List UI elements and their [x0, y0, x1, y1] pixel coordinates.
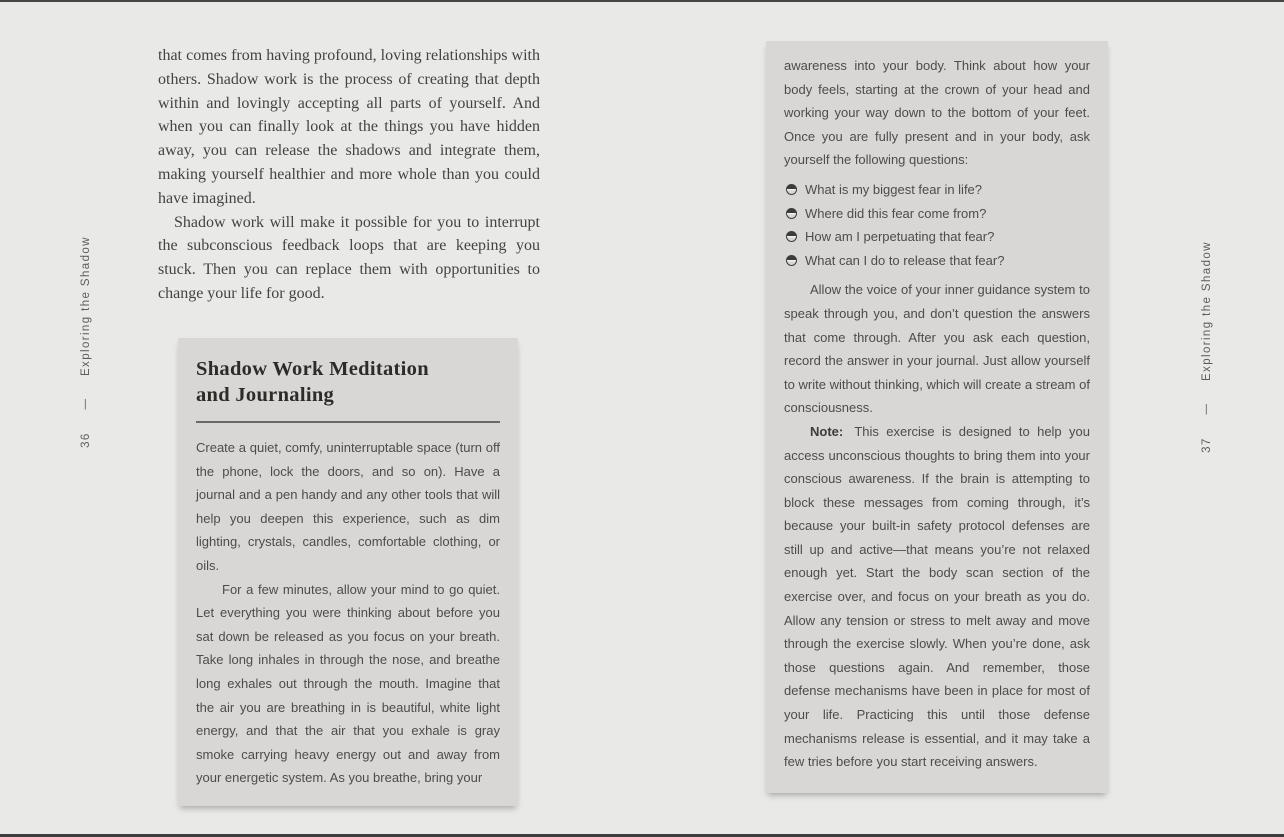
exercise-paragraph: For a few minutes, allow your mind to go quiet. Let everything you were thinking about before you sat down be released as you focus on your breath. Take long inhales in through the nose, and breathe long exhales out through the mouth. Imagine that the air you are breathing in is beautiful, white light energy, and that the air that you exhale is gray smoke carrying heavy energy out and away from your energetic system. As you breathe, bring your [196, 581, 500, 786]
exercise-paragraph: Create a quiet, comfy, uninterruptable space (turn off the phone, lock the doors, and so on). Have a journal and a pen handy and any other tools that will help you deepen this experience, such as dim lighting, crystals, candles, comfortable clothing, or oils. [196, 440, 500, 573]
note-text: This exercise is designed to help you access unconscious thoughts to bring them into your conscious awareness. If the brain is attempting to block these messages from coming through, it’s because your built-in safety protocol defenses are still up and active—that means you’re not relaxed enough yet. Start the body scan section of the exercise over, and focus on your breath as you do. Allow any tension or stress to melt away and move through the exercise slowly. When you’re done, ask those questions again. And remember, those defense mechanisms have been in place for most of your life. Practicing this until those defense mechanisms release is essential, and it may take a few tries before you start receiving answers. [784, 423, 1090, 770]
half-filled-circle-bullet-icon [786, 184, 797, 195]
exercise-box-title [196, 356, 500, 408]
half-filled-circle-bullet-icon [786, 208, 797, 219]
half-filled-circle-bullet-icon [786, 231, 797, 242]
question-text: Where did this fear come from? [805, 205, 987, 221]
left-header-separator: | [83, 398, 89, 411]
list-item [784, 225, 1090, 249]
left-chapter-title: Exploring the Shadow [80, 236, 92, 377]
title-divider-rule [196, 421, 500, 423]
meditation-exercise-box [178, 338, 518, 806]
right-running-header [1199, 187, 1215, 507]
question-text: What can I do to release that fear? [805, 252, 1005, 268]
body-paragraph: Shadow work will make it possible for you to interrupt the subconscious feedback loops that are keeping you stuck. Then you can replace them with opportunities to change your life for good. [158, 213, 540, 302]
left-page-body [158, 44, 540, 306]
half-filled-circle-bullet-icon [786, 255, 797, 266]
left-running-header [78, 182, 94, 502]
question-text: What is my biggest fear in life? [805, 181, 983, 197]
body-paragraph: that comes from having profound, loving relationships with others. Shadow work is the process of creating that depth within and lovingly accepting all parts of yourself. And when you can finally look at the things you have hidden away, you can release the shadows and integrate them, making yourself healthier and more whole than you could have imagined. [158, 47, 540, 207]
right-chapter-title: Exploring the Shadow [1201, 241, 1213, 382]
exercise-paragraph: Allow the voice of your inner guidance system to speak through you, and don’t question the answers that come through. After you ask each question, record the answer in your journal. Just allow yourself to write without thinking, which will create a stream of consciousness. [784, 282, 1090, 416]
exercise-title-line2: and Journaling [196, 384, 335, 406]
meditation-exercise-box-continued [766, 41, 1108, 793]
list-item [784, 178, 1090, 202]
question-list [784, 178, 1090, 272]
question-text: How am I perpetuating that fear? [805, 229, 995, 245]
list-item [784, 202, 1090, 226]
list-item [784, 249, 1090, 273]
top-edge-bar [0, 0, 1284, 2]
exercise-paragraph: awareness into your body. Think about how your body feels, starting at the crown of your head and working your way down to the bottom of your feet. Once you are fully present and in your body, ask yourself the following questions: [784, 58, 1090, 168]
left-page-number: 36 [80, 432, 92, 448]
right-header-separator: | [1204, 403, 1210, 416]
exercise-title-line1: Shadow Work Meditation [196, 358, 429, 380]
right-page-number: 37 [1201, 437, 1213, 453]
exercise-note-paragraph [784, 420, 1090, 774]
note-label: Note: [810, 423, 844, 439]
